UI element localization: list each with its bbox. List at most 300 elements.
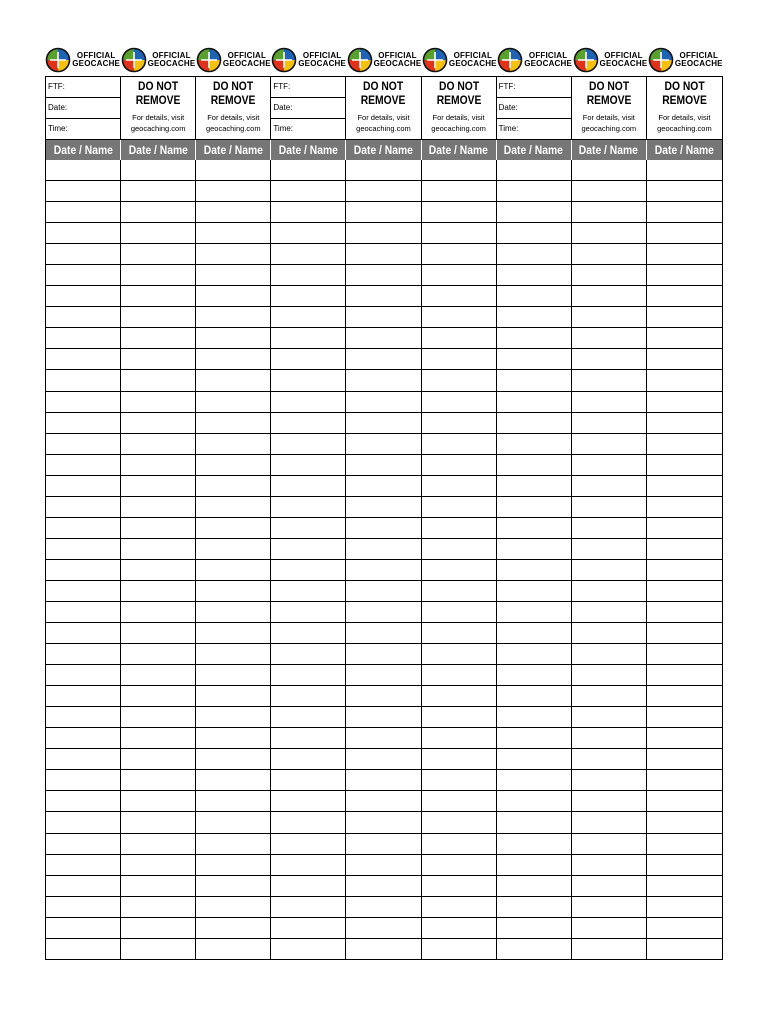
log-entry-cell[interactable] xyxy=(497,834,572,854)
log-entry-cell[interactable] xyxy=(271,581,346,601)
log-entry-cell[interactable] xyxy=(46,623,121,643)
date-field[interactable]: Date: xyxy=(497,98,571,119)
log-entry-cell[interactable] xyxy=(647,791,722,811)
log-entry-cell[interactable] xyxy=(121,497,196,517)
log-entry-cell[interactable] xyxy=(46,476,121,496)
log-entry-cell[interactable] xyxy=(271,812,346,832)
log-entry-cell[interactable] xyxy=(196,223,271,243)
log-entry-cell[interactable] xyxy=(572,728,647,748)
log-entry-cell[interactable] xyxy=(572,202,647,222)
log-entry-cell[interactable] xyxy=(647,602,722,622)
log-entry-cell[interactable] xyxy=(196,455,271,475)
log-entry-cell[interactable] xyxy=(196,286,271,306)
log-entry-cell[interactable] xyxy=(572,644,647,664)
log-entry-cell[interactable] xyxy=(346,181,421,201)
log-entry-cell[interactable] xyxy=(497,707,572,727)
log-entry-cell[interactable] xyxy=(196,812,271,832)
log-entry-cell[interactable] xyxy=(497,749,572,769)
log-entry-cell[interactable] xyxy=(647,392,722,412)
log-entry-cell[interactable] xyxy=(572,497,647,517)
log-entry-cell[interactable] xyxy=(271,497,346,517)
log-entry-cell[interactable] xyxy=(271,244,346,264)
log-entry-cell[interactable] xyxy=(346,476,421,496)
log-entry-cell[interactable] xyxy=(271,307,346,327)
log-entry-cell[interactable] xyxy=(121,286,196,306)
log-entry-cell[interactable] xyxy=(196,707,271,727)
log-entry-cell[interactable] xyxy=(196,160,271,180)
log-entry-cell[interactable] xyxy=(196,476,271,496)
log-entry-cell[interactable] xyxy=(271,918,346,938)
log-entry-cell[interactable] xyxy=(497,307,572,327)
log-entry-cell[interactable] xyxy=(422,707,497,727)
log-entry-cell[interactable] xyxy=(346,707,421,727)
log-entry-cell[interactable] xyxy=(422,518,497,538)
log-entry-cell[interactable] xyxy=(647,855,722,875)
log-entry-cell[interactable] xyxy=(121,834,196,854)
log-entry-cell[interactable] xyxy=(572,518,647,538)
log-entry-cell[interactable] xyxy=(346,307,421,327)
log-entry-cell[interactable] xyxy=(647,770,722,790)
log-entry-cell[interactable] xyxy=(647,349,722,369)
log-entry-cell[interactable] xyxy=(572,855,647,875)
log-entry-cell[interactable] xyxy=(572,349,647,369)
log-entry-cell[interactable] xyxy=(46,539,121,559)
log-entry-cell[interactable] xyxy=(647,581,722,601)
log-entry-cell[interactable] xyxy=(497,644,572,664)
log-entry-cell[interactable] xyxy=(121,223,196,243)
log-entry-cell[interactable] xyxy=(572,918,647,938)
log-entry-cell[interactable] xyxy=(497,434,572,454)
log-entry-cell[interactable] xyxy=(572,602,647,622)
log-entry-cell[interactable] xyxy=(46,855,121,875)
log-entry-cell[interactable] xyxy=(572,181,647,201)
log-entry-cell[interactable] xyxy=(346,770,421,790)
log-entry-cell[interactable] xyxy=(121,328,196,348)
log-entry-cell[interactable] xyxy=(121,918,196,938)
log-entry-cell[interactable] xyxy=(497,539,572,559)
log-entry-cell[interactable] xyxy=(271,202,346,222)
log-entry-cell[interactable] xyxy=(572,307,647,327)
log-entry-cell[interactable] xyxy=(271,644,346,664)
log-entry-cell[interactable] xyxy=(46,244,121,264)
log-entry-cell[interactable] xyxy=(497,602,572,622)
log-entry-cell[interactable] xyxy=(271,160,346,180)
log-entry-cell[interactable] xyxy=(647,286,722,306)
log-entry-cell[interactable] xyxy=(121,392,196,412)
log-entry-cell[interactable] xyxy=(46,349,121,369)
log-entry-cell[interactable] xyxy=(497,370,572,390)
log-entry-cell[interactable] xyxy=(46,749,121,769)
log-entry-cell[interactable] xyxy=(271,286,346,306)
log-entry-cell[interactable] xyxy=(121,749,196,769)
log-entry-cell[interactable] xyxy=(46,518,121,538)
log-entry-cell[interactable] xyxy=(46,707,121,727)
log-entry-cell[interactable] xyxy=(497,581,572,601)
log-entry-cell[interactable] xyxy=(271,834,346,854)
log-entry-cell[interactable] xyxy=(346,223,421,243)
log-entry-cell[interactable] xyxy=(422,770,497,790)
log-entry-cell[interactable] xyxy=(271,897,346,917)
log-entry-cell[interactable] xyxy=(121,728,196,748)
log-entry-cell[interactable] xyxy=(196,728,271,748)
log-entry-cell[interactable] xyxy=(647,455,722,475)
log-entry-cell[interactable] xyxy=(497,286,572,306)
log-entry-cell[interactable] xyxy=(647,434,722,454)
date-field[interactable]: Date: xyxy=(46,98,120,119)
log-entry-cell[interactable] xyxy=(422,812,497,832)
log-entry-cell[interactable] xyxy=(346,265,421,285)
log-entry-cell[interactable] xyxy=(346,497,421,517)
log-entry-cell[interactable] xyxy=(46,770,121,790)
log-entry-cell[interactable] xyxy=(121,413,196,433)
log-entry-cell[interactable] xyxy=(121,265,196,285)
log-entry-cell[interactable] xyxy=(46,812,121,832)
log-entry-cell[interactable] xyxy=(497,728,572,748)
log-entry-cell[interactable] xyxy=(121,707,196,727)
log-entry-cell[interactable] xyxy=(196,349,271,369)
log-entry-cell[interactable] xyxy=(121,307,196,327)
log-entry-cell[interactable] xyxy=(346,413,421,433)
log-entry-cell[interactable] xyxy=(346,855,421,875)
log-entry-cell[interactable] xyxy=(196,939,271,959)
log-entry-cell[interactable] xyxy=(497,518,572,538)
log-entry-cell[interactable] xyxy=(497,686,572,706)
log-entry-cell[interactable] xyxy=(196,581,271,601)
log-entry-cell[interactable] xyxy=(497,181,572,201)
time-field[interactable]: Time: xyxy=(48,124,68,133)
log-entry-cell[interactable] xyxy=(346,434,421,454)
log-entry-cell[interactable] xyxy=(196,539,271,559)
log-entry-cell[interactable] xyxy=(346,455,421,475)
log-entry-cell[interactable] xyxy=(346,539,421,559)
log-entry-cell[interactable] xyxy=(497,328,572,348)
log-entry-cell[interactable] xyxy=(121,518,196,538)
log-entry-cell[interactable] xyxy=(121,791,196,811)
log-entry-cell[interactable] xyxy=(196,623,271,643)
log-entry-cell[interactable] xyxy=(46,370,121,390)
log-entry-cell[interactable] xyxy=(346,812,421,832)
log-entry-cell[interactable] xyxy=(572,749,647,769)
log-entry-cell[interactable] xyxy=(46,728,121,748)
log-entry-cell[interactable] xyxy=(346,160,421,180)
log-entry-cell[interactable] xyxy=(346,791,421,811)
log-entry-cell[interactable] xyxy=(346,728,421,748)
log-entry-cell[interactable] xyxy=(422,265,497,285)
log-entry-cell[interactable] xyxy=(647,413,722,433)
log-entry-cell[interactable] xyxy=(46,686,121,706)
log-entry-cell[interactable] xyxy=(422,370,497,390)
log-entry-cell[interactable] xyxy=(196,686,271,706)
log-entry-cell[interactable] xyxy=(46,897,121,917)
log-entry-cell[interactable] xyxy=(572,476,647,496)
log-entry-cell[interactable] xyxy=(271,349,346,369)
log-entry-cell[interactable] xyxy=(572,434,647,454)
log-entry-cell[interactable] xyxy=(422,749,497,769)
log-entry-cell[interactable] xyxy=(121,581,196,601)
log-entry-cell[interactable] xyxy=(422,328,497,348)
log-entry-cell[interactable] xyxy=(121,623,196,643)
log-entry-cell[interactable] xyxy=(647,202,722,222)
log-entry-cell[interactable] xyxy=(46,413,121,433)
log-entry-cell[interactable] xyxy=(271,265,346,285)
log-entry-cell[interactable] xyxy=(572,160,647,180)
log-entry-cell[interactable] xyxy=(46,560,121,580)
log-entry-cell[interactable] xyxy=(572,939,647,959)
log-entry-cell[interactable] xyxy=(271,665,346,685)
log-entry-cell[interactable] xyxy=(271,434,346,454)
log-entry-cell[interactable] xyxy=(647,328,722,348)
log-entry-cell[interactable] xyxy=(497,812,572,832)
log-entry-cell[interactable] xyxy=(647,918,722,938)
log-entry-cell[interactable] xyxy=(497,939,572,959)
log-entry-cell[interactable] xyxy=(196,328,271,348)
log-entry-cell[interactable] xyxy=(271,602,346,622)
log-entry-cell[interactable] xyxy=(271,370,346,390)
log-entry-cell[interactable] xyxy=(572,244,647,264)
log-entry-cell[interactable] xyxy=(572,812,647,832)
log-entry-cell[interactable] xyxy=(497,770,572,790)
log-entry-cell[interactable] xyxy=(196,876,271,896)
log-entry-cell[interactable] xyxy=(196,497,271,517)
log-entry-cell[interactable] xyxy=(271,876,346,896)
log-entry-cell[interactable] xyxy=(422,602,497,622)
log-entry-cell[interactable] xyxy=(422,623,497,643)
log-entry-cell[interactable] xyxy=(422,202,497,222)
log-entry-cell[interactable] xyxy=(121,897,196,917)
log-entry-cell[interactable] xyxy=(196,897,271,917)
log-entry-cell[interactable] xyxy=(647,707,722,727)
log-entry-cell[interactable] xyxy=(121,476,196,496)
log-entry-cell[interactable] xyxy=(121,455,196,475)
log-entry-cell[interactable] xyxy=(647,244,722,264)
log-entry-cell[interactable] xyxy=(346,749,421,769)
log-entry-cell[interactable] xyxy=(46,307,121,327)
log-entry-cell[interactable] xyxy=(271,623,346,643)
log-entry-cell[interactable] xyxy=(196,202,271,222)
ftf-field[interactable]: FTF: xyxy=(497,77,571,98)
log-entry-cell[interactable] xyxy=(572,392,647,412)
log-entry-cell[interactable] xyxy=(346,328,421,348)
log-entry-cell[interactable] xyxy=(46,665,121,685)
log-entry-cell[interactable] xyxy=(647,728,722,748)
log-entry-cell[interactable] xyxy=(46,876,121,896)
log-entry-cell[interactable] xyxy=(121,686,196,706)
log-entry-cell[interactable] xyxy=(422,644,497,664)
log-entry-cell[interactable] xyxy=(46,455,121,475)
log-entry-cell[interactable] xyxy=(572,834,647,854)
log-entry-cell[interactable] xyxy=(497,876,572,896)
log-entry-cell[interactable] xyxy=(497,349,572,369)
time-field[interactable]: Time: xyxy=(273,124,294,133)
log-entry-cell[interactable] xyxy=(422,392,497,412)
log-entry-cell[interactable] xyxy=(647,223,722,243)
log-entry-cell[interactable] xyxy=(422,539,497,559)
log-entry-cell[interactable] xyxy=(497,855,572,875)
log-entry-cell[interactable] xyxy=(572,455,647,475)
log-entry-cell[interactable] xyxy=(572,665,647,685)
log-entry-cell[interactable] xyxy=(271,939,346,959)
log-entry-cell[interactable] xyxy=(196,918,271,938)
log-entry-cell[interactable] xyxy=(422,455,497,475)
log-entry-cell[interactable] xyxy=(647,749,722,769)
log-entry-cell[interactable] xyxy=(497,223,572,243)
log-entry-cell[interactable] xyxy=(271,518,346,538)
log-entry-cell[interactable] xyxy=(346,581,421,601)
log-entry-cell[interactable] xyxy=(422,181,497,201)
log-entry-cell[interactable] xyxy=(497,413,572,433)
ftf-field[interactable]: FTF: xyxy=(46,77,120,98)
log-entry-cell[interactable] xyxy=(121,560,196,580)
log-entry-cell[interactable] xyxy=(46,791,121,811)
log-entry-cell[interactable] xyxy=(46,286,121,306)
log-entry-cell[interactable] xyxy=(497,623,572,643)
log-entry-cell[interactable] xyxy=(422,897,497,917)
log-entry-cell[interactable] xyxy=(647,181,722,201)
log-entry-cell[interactable] xyxy=(196,791,271,811)
log-entry-cell[interactable] xyxy=(196,834,271,854)
log-entry-cell[interactable] xyxy=(346,876,421,896)
log-entry-cell[interactable] xyxy=(346,686,421,706)
log-entry-cell[interactable] xyxy=(346,349,421,369)
log-entry-cell[interactable] xyxy=(346,518,421,538)
log-entry-cell[interactable] xyxy=(422,834,497,854)
log-entry-cell[interactable] xyxy=(271,855,346,875)
log-entry-cell[interactable] xyxy=(647,686,722,706)
log-entry-cell[interactable] xyxy=(647,265,722,285)
log-entry-cell[interactable] xyxy=(121,181,196,201)
log-entry-cell[interactable] xyxy=(647,834,722,854)
log-entry-cell[interactable] xyxy=(46,202,121,222)
log-entry-cell[interactable] xyxy=(572,286,647,306)
log-entry-cell[interactable] xyxy=(196,602,271,622)
log-entry-cell[interactable] xyxy=(196,265,271,285)
log-entry-cell[interactable] xyxy=(196,370,271,390)
log-entry-cell[interactable] xyxy=(422,665,497,685)
ftf-field[interactable]: FTF: xyxy=(271,77,345,98)
log-entry-cell[interactable] xyxy=(647,307,722,327)
time-field[interactable]: Time: xyxy=(498,124,519,133)
log-entry-cell[interactable] xyxy=(572,770,647,790)
log-entry-cell[interactable] xyxy=(647,518,722,538)
log-entry-cell[interactable] xyxy=(121,602,196,622)
log-entry-cell[interactable] xyxy=(647,644,722,664)
log-entry-cell[interactable] xyxy=(196,518,271,538)
log-entry-cell[interactable] xyxy=(346,665,421,685)
log-entry-cell[interactable] xyxy=(422,349,497,369)
log-entry-cell[interactable] xyxy=(497,897,572,917)
log-entry-cell[interactable] xyxy=(572,223,647,243)
log-entry-cell[interactable] xyxy=(647,665,722,685)
log-entry-cell[interactable] xyxy=(121,349,196,369)
log-entry-cell[interactable] xyxy=(422,791,497,811)
log-entry-cell[interactable] xyxy=(497,265,572,285)
date-field[interactable]: Date: xyxy=(271,98,345,119)
log-entry-cell[interactable] xyxy=(346,897,421,917)
log-entry-cell[interactable] xyxy=(422,728,497,748)
log-entry-cell[interactable] xyxy=(572,413,647,433)
log-entry-cell[interactable] xyxy=(46,434,121,454)
log-entry-cell[interactable] xyxy=(647,539,722,559)
log-entry-cell[interactable] xyxy=(497,918,572,938)
log-entry-cell[interactable] xyxy=(196,644,271,664)
log-entry-cell[interactable] xyxy=(572,876,647,896)
log-entry-cell[interactable] xyxy=(422,434,497,454)
log-entry-cell[interactable] xyxy=(196,770,271,790)
log-entry-cell[interactable] xyxy=(647,497,722,517)
log-entry-cell[interactable] xyxy=(346,834,421,854)
log-entry-cell[interactable] xyxy=(422,939,497,959)
log-entry-cell[interactable] xyxy=(196,307,271,327)
log-entry-cell[interactable] xyxy=(46,918,121,938)
log-entry-cell[interactable] xyxy=(647,160,722,180)
log-entry-cell[interactable] xyxy=(422,581,497,601)
log-entry-cell[interactable] xyxy=(271,392,346,412)
log-entry-cell[interactable] xyxy=(572,623,647,643)
log-entry-cell[interactable] xyxy=(422,876,497,896)
log-entry-cell[interactable] xyxy=(422,286,497,306)
log-entry-cell[interactable] xyxy=(121,539,196,559)
log-entry-cell[interactable] xyxy=(196,413,271,433)
log-entry-cell[interactable] xyxy=(422,918,497,938)
log-entry-cell[interactable] xyxy=(271,749,346,769)
log-entry-cell[interactable] xyxy=(271,455,346,475)
log-entry-cell[interactable] xyxy=(196,560,271,580)
log-entry-cell[interactable] xyxy=(497,160,572,180)
log-entry-cell[interactable] xyxy=(271,791,346,811)
log-entry-cell[interactable] xyxy=(46,160,121,180)
log-entry-cell[interactable] xyxy=(346,286,421,306)
log-entry-cell[interactable] xyxy=(497,392,572,412)
log-entry-cell[interactable] xyxy=(346,623,421,643)
log-entry-cell[interactable] xyxy=(422,160,497,180)
log-entry-cell[interactable] xyxy=(196,665,271,685)
log-entry-cell[interactable] xyxy=(647,623,722,643)
log-entry-cell[interactable] xyxy=(121,939,196,959)
log-entry-cell[interactable] xyxy=(121,770,196,790)
log-entry-cell[interactable] xyxy=(46,834,121,854)
log-entry-cell[interactable] xyxy=(422,244,497,264)
log-entry-cell[interactable] xyxy=(271,560,346,580)
log-entry-cell[interactable] xyxy=(346,939,421,959)
log-entry-cell[interactable] xyxy=(196,855,271,875)
log-entry-cell[interactable] xyxy=(422,560,497,580)
log-entry-cell[interactable] xyxy=(422,476,497,496)
log-entry-cell[interactable] xyxy=(572,328,647,348)
log-entry-cell[interactable] xyxy=(121,665,196,685)
log-entry-cell[interactable] xyxy=(196,434,271,454)
log-entry-cell[interactable] xyxy=(346,370,421,390)
log-entry-cell[interactable] xyxy=(196,244,271,264)
log-entry-cell[interactable] xyxy=(121,370,196,390)
log-entry-cell[interactable] xyxy=(572,581,647,601)
log-entry-cell[interactable] xyxy=(647,370,722,390)
log-entry-cell[interactable] xyxy=(497,202,572,222)
log-entry-cell[interactable] xyxy=(647,812,722,832)
log-entry-cell[interactable] xyxy=(647,876,722,896)
log-entry-cell[interactable] xyxy=(46,644,121,664)
log-entry-cell[interactable] xyxy=(271,181,346,201)
log-entry-cell[interactable] xyxy=(46,181,121,201)
log-entry-cell[interactable] xyxy=(497,560,572,580)
log-entry-cell[interactable] xyxy=(647,939,722,959)
log-entry-cell[interactable] xyxy=(196,749,271,769)
log-entry-cell[interactable] xyxy=(647,560,722,580)
log-entry-cell[interactable] xyxy=(497,497,572,517)
log-entry-cell[interactable] xyxy=(121,160,196,180)
log-entry-cell[interactable] xyxy=(422,413,497,433)
log-entry-cell[interactable] xyxy=(497,791,572,811)
log-entry-cell[interactable] xyxy=(271,728,346,748)
